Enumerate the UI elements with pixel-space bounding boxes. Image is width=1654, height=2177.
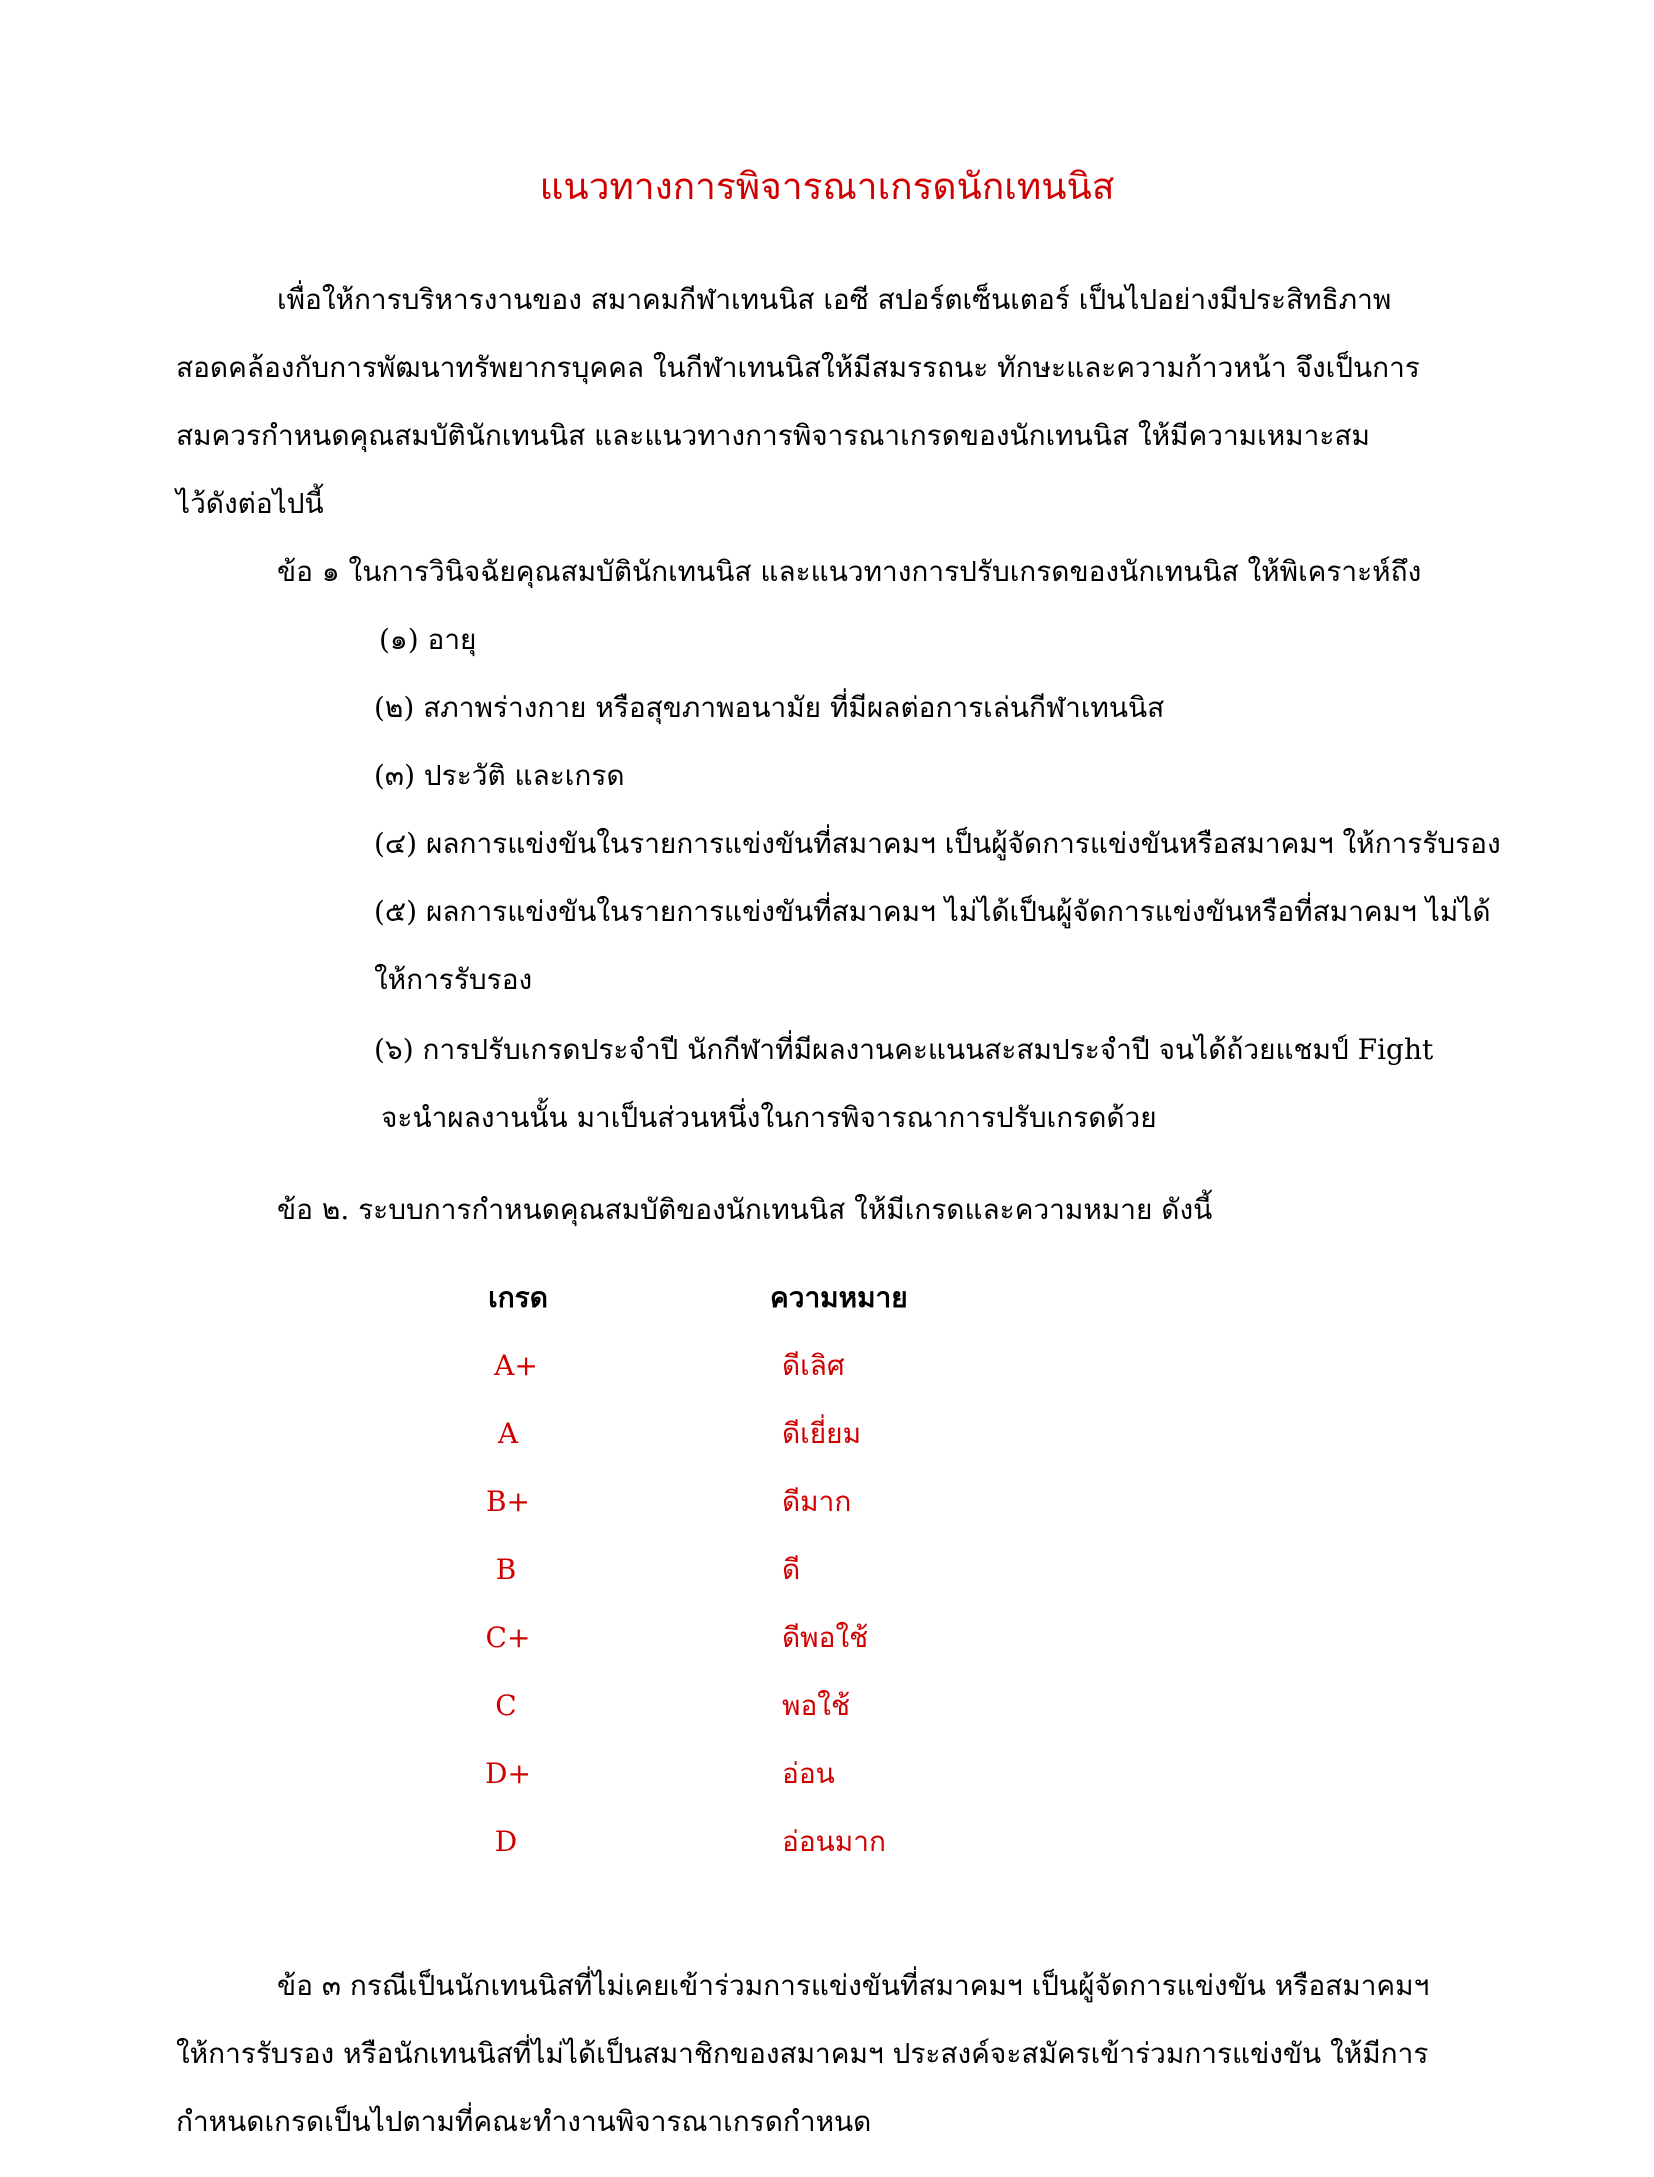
clause-1-item-2: (๒) สภาพร่างกาย หรือสุขภาพอนามัย ที่มีผลต่อการเล่นกีฬาเทนนิส — [374, 691, 1165, 724]
clause-3-line-3: กำหนดเกรดเป็นไปตามที่คณะทำงานพิจารณาเกรดกำหนด — [176, 2105, 872, 2138]
meaning-cell: ดีเยี่ยม — [782, 1417, 862, 1450]
grade-cell: D — [494, 1825, 518, 1858]
intro-line-1: เพื่อให้การบริหารงานของ สมาคมกีฬาเทนนิส เอซี สปอร์ตเซ็นเตอร์ เป็นไปอย่างมีประสิทธิภาพ — [277, 283, 1392, 316]
intro-line-2: สอดคล้องกับการพัฒนาทรัพยากรบุคคล ในกีฬาเทนนิสให้มีสมรรถนะ ทักษะและความก้าวหน้า จึงเป็นการ — [176, 351, 1420, 384]
clause-3-line-1: ข้อ ๓ กรณีเป็นนักเทนนิสที่ไม่เคยเข้าร่วมการแข่งขันที่สมาคมฯ เป็นผู้จัดการแข่งขัน หรือสมาคมฯ — [277, 1969, 1430, 2002]
clause-1-item-5-line-2: ให้การรับรอง — [374, 963, 533, 996]
grade-cell: A+ — [494, 1349, 538, 1382]
clause-1-item-6-line-2: จะนำผลงานนั้น มาเป็นส่วนหนึ่งในการพิจารณาการปรับเกรดด้วย — [381, 1101, 1157, 1134]
clause-1-item-3: (๓) ประวัติ และเกรด — [374, 759, 625, 792]
clause-2-heading: ข้อ ๒. ระบบการกำหนดคุณสมบัติของนักเทนนิส ให้มีเกรดและความหมาย ดังนี้ — [277, 1193, 1213, 1226]
grade-cell: D+ — [485, 1757, 531, 1790]
meaning-cell: ดี — [782, 1553, 801, 1586]
meaning-cell: ดีพอใช้ — [782, 1621, 869, 1654]
grade-cell: B+ — [485, 1485, 531, 1518]
grade-cell: A — [497, 1417, 519, 1450]
grade-column-header: เกรด — [488, 1281, 548, 1314]
meaning-cell: ดีเลิศ — [782, 1349, 845, 1382]
clause-3-line-2: ให้การรับรอง หรือนักเทนนิสที่ไม่ได้เป็นสมาชิกของสมาคมฯ ประสงค์จะสมัครเข้าร่วมการแข่งขัน ให้มีการ — [176, 2037, 1429, 2070]
meaning-cell: อ่อนมาก — [782, 1825, 886, 1858]
grade-cell: B — [495, 1553, 517, 1586]
meaning-cell: อ่อน — [782, 1757, 835, 1790]
grade-cell: C+ — [485, 1621, 531, 1654]
intro-line-3: สมควรกำหนดคุณสมบัตินักเทนนิส และแนวทางการพิจารณาเกรดของนักเทนนิส ให้มีความเหมาะสม — [176, 419, 1370, 452]
meaning-column-header: ความหมาย — [770, 1281, 908, 1314]
document-title: แนวทางการพิจารณาเกรดนักเทนนิส — [539, 165, 1115, 208]
meaning-cell: ดีมาก — [782, 1485, 852, 1518]
clause-1-item-6-line-1: (๖) การปรับเกรดประจำปี นักกีฬาที่มีผลงานคะแนนสะสมประจำปี จนได้ถ้วยแชมป์ Fight — [374, 1033, 1434, 1066]
clause-1-item-5-line-1: (๕) ผลการแข่งขันในรายการแข่งขันที่สมาคมฯ ไม่ได้เป็นผู้จัดการแข่งขันหรือที่สมาคมฯ ไม่ได้ — [374, 895, 1491, 928]
clause-1-item-4: (๔) ผลการแข่งขันในรายการแข่งขันที่สมาคมฯ เป็นผู้จัดการแข่งขันหรือสมาคมฯ ให้การรับรอง — [374, 827, 1501, 860]
clause-1-heading: ข้อ ๑ ในการวินิจฉัยคุณสมบัตินักเทนนิส และแนวทางการปรับเกรดของนักเทนนิส ให้พิเคราะห์ถึง — [277, 555, 1422, 588]
meaning-cell: พอใช้ — [782, 1689, 850, 1722]
intro-line-4: ไว้ดังต่อไปนี้ — [176, 487, 324, 520]
grade-cell: C — [495, 1689, 517, 1722]
clause-1-item-1: (๑) อายุ — [379, 623, 477, 656]
